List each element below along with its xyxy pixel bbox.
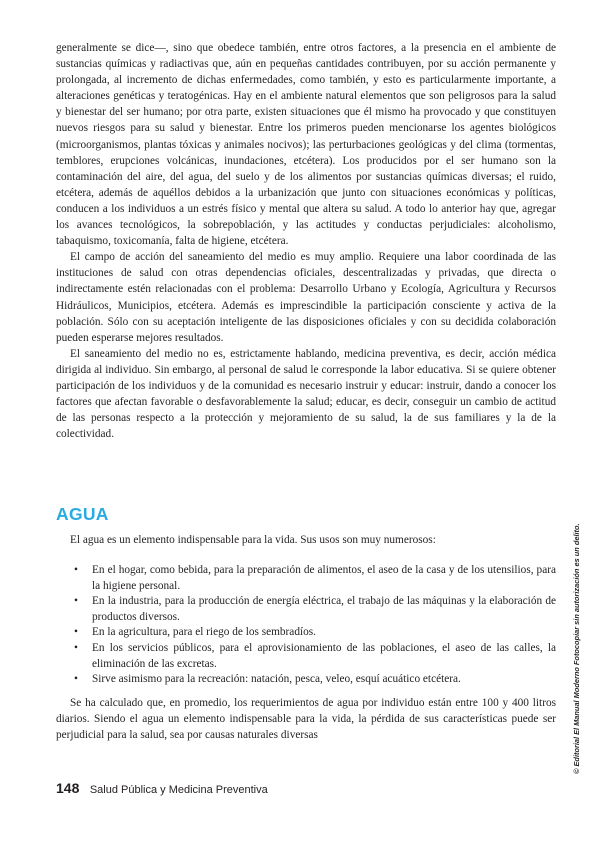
uses-list — [56, 563, 556, 688]
paragraph-saneamiento-campo: El campo de acción del saneamiento del medio es muy amplio. Requiere una labor coordinada de las instituciones de salud con otras dependencias oficiales, descentralizadas y privadas, que directa o indirectamente estén relacionadas con el problema: Desarrollo Urbano y Ecología, Agricultura y Recursos Hidráulicos, Municipios, etcétera. Además es imprescindible la participación consciente y activa de la población. Sólo con su aceptación inteligente de las disposiciones oficiales y con su decidida colaboración pueden esperarse mejores resultados. — [56, 251, 556, 344]
paragraph-saneamiento-educacion: El saneamiento del medio no es, estrictamente hablando, medicina preventiva, es decir, acción médica dirigida al individuo. Sin embargo, al personal de salud le corresponde la labor educativa. Si se quiere obtener participación de los individuos y de la comunidad es necesario instruir y educar: instruir, dando a conocer los factores que afectan favorable o desfavorablemente la salud; educar, es decir, conseguir un cambio de actitud de las personas respecto a la protección y mejoramiento de su salud, la de sus familiares y la de la colectividad. — [56, 347, 556, 441]
list-item: • En la agricultura, para el riego de los sembradíos. — [56, 625, 556, 641]
closing-paragraph: Se ha calculado que, en promedio, los requerimientos de agua por individuo están entre 100 y 400 litros diarios. Siendo el agua un elemento indispensable para la vida, la pérdida de sus características puede ser perjudicial para la salud, sea por causas naturales diversas — [56, 697, 556, 742]
page-number: 148 — [56, 780, 80, 796]
list-item: • En la industria, para la producción de energía eléctrica, el trabajo de las máquinas y la elaboración de productos diversos. — [74, 595, 556, 623]
section-intro — [56, 532, 556, 548]
copyright-notice: © Editorial El Manual Moderno Fotocopiar sin autorización es un delito. — [572, 523, 581, 774]
bullet-icon: • — [74, 673, 78, 686]
list-item: • Sirve asimismo para la recreación: natación, pesca, veleo, esquí acuático etcétera. — [56, 672, 556, 688]
list-item: • En los servicios públicos, para el aprovisionamiento de las poblaciones, el aseo de las calles, la eliminación de las excretas. — [74, 641, 556, 670]
list-item: • En el hogar, como bebida, para la preparación de alimentos, el aseo de la casa y de los utensilios, para la higiene personal. — [74, 564, 556, 592]
bullet-icon: • — [74, 641, 78, 654]
body-text-bottom — [56, 695, 556, 743]
bullet-icon: • — [74, 626, 78, 639]
intro-paragraph: El agua es un elemento indispensable para la vida. Sus usos son muy numerosos: — [70, 534, 436, 546]
book-title: Salud Pública y Medicina Preventiva — [89, 784, 268, 796]
body-text-top — [56, 40, 556, 442]
paragraph-continuation: generalmente se dice—, sino que obedece también, entre otros factores, a la presencia en el ambiente de sustancias químicas y radiactivas que, aún en pequeñas cantidades contribuyen, por su acción permanente y prolongada, al incremento de dichas enfermedades, como también, y esto es particularmente importante, a alteraciones genéticas y teratogénicas. Hay en el ambiente natural elementos que son peligrosos para la salud y bienestar del ser humano; por otra parte, existen situaciones que él mismo ha provocado y que constituyen nuevos riesgos para su salud y bienestar. Entre los primeros pueden mencionarse los agentes biológicos (microorganismos, plantas tóxicas y animales nocivos); las perturbaciones geológicas y del clima (tormentas, temblores, erupciones volcánicas, inundaciones, etcétera). Los producidos por el ser humano son la contaminación del aire, del agua, del suelo y de los alimentos por sustancias químicas diversas; el ruido, etcétera, además de aquéllos debidos a la urbanización que junto con situaciones económicas y políticas, conducen a los individuos a un estrés físico y mental que altera su salud. A todo lo anterior hay que, agregar los avances tecnológicos, la sobrepoblación, y las actitudes y conductas perjudiciales: alcoholismo, tabaquismo, toxicomanía, falta de higiene, etcétera. — [56, 42, 556, 248]
page-footer — [56, 780, 268, 798]
bullet-icon: • — [74, 564, 78, 576]
bullet-icon: • — [74, 595, 78, 608]
section-heading-agua: AGUA — [56, 504, 109, 524]
